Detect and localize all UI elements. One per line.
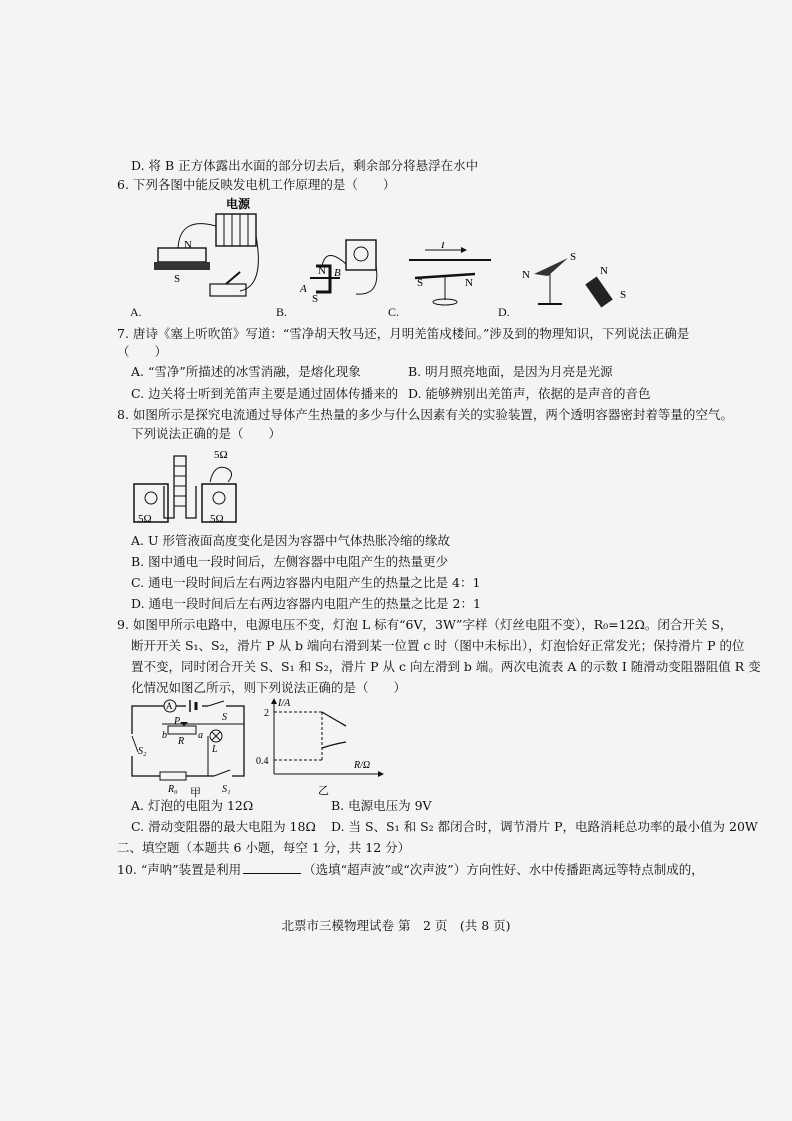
- q8-figure: [128, 446, 240, 526]
- q6-fig-a-s-label: S: [174, 273, 181, 285]
- q6-fig-d-n2-label: N: [600, 265, 608, 277]
- q9-switch-s1-label: S₁: [222, 784, 231, 795]
- page-footer: 北票市三模物理试卷 第 2 页 (共 8 页): [281, 918, 511, 933]
- q8-option-a: A. U 形管液面高度变化是因为容器中气体热胀冷缩的缘故: [131, 533, 450, 548]
- q7-option-b: B. 明月照亮地面，是因为月亮是光源: [408, 364, 613, 379]
- q9-rheostat-r-label: R: [178, 736, 185, 747]
- q9-ammeter-label: A: [166, 701, 173, 711]
- q6-fig-d-s1-label: S: [570, 252, 577, 263]
- q9-graph-y-top: 2: [264, 708, 269, 719]
- q6-fig-d-s2-label: S: [620, 289, 627, 301]
- q8-stem-2: 下列说法正确的是（ ）: [131, 426, 282, 441]
- q9-graph-caption: 乙: [318, 785, 329, 797]
- q8-resistor-right-label: 5Ω: [210, 513, 224, 525]
- q6-figure-d: [514, 252, 634, 308]
- q6-label-b: B.: [276, 305, 288, 319]
- q9-graph-xlabel: R/Ω: [354, 760, 371, 771]
- q6-fig-d-n1-label: N: [522, 269, 530, 281]
- q6-stem: 6. 下列各图中能反映发电机工作原理的是（ ）: [117, 177, 396, 192]
- q6-figure-b: [296, 236, 386, 306]
- q8-resistor-top-label: 5Ω: [214, 449, 228, 461]
- q9-circuit-figure: [124, 696, 254, 798]
- q7-option-d: D. 能够辨别出羌笛声，依据的是声音的音色: [408, 386, 651, 401]
- section-2-heading: 二、填空题（本题共 6 小题，每空 1 分，共 12 分）: [117, 840, 411, 855]
- q8-option-d: D. 通电一段时间后左右两边容器内电阻产生的热量之比是 2：1: [131, 596, 481, 611]
- q6-fig-c-i-label: I: [441, 242, 445, 251]
- q10-answer-blank[interactable]: [243, 861, 301, 874]
- q9-graph-y-low: 0.4: [256, 756, 269, 767]
- q9-end-b-label: b: [162, 730, 167, 741]
- q9-option-b: B. 电源电压为 9V: [331, 798, 432, 813]
- q6-fig-b-b-label: B: [334, 267, 341, 279]
- q6-label-d: D.: [498, 305, 510, 319]
- q9-resistor-r0-label: R₀: [168, 784, 178, 795]
- q9-slider-p-label: P: [174, 716, 181, 727]
- q6-fig-c-s-label: S: [417, 277, 424, 289]
- q6-fig-b-a-label: A: [300, 283, 307, 295]
- q5-option-d: D. 将 B 正方体露出水面的部分切去后，剩余部分将悬浮在水中: [131, 158, 479, 173]
- q9-lamp-l-label: L: [212, 744, 218, 755]
- q8-resistor-left-label: 5Ω: [138, 513, 152, 525]
- q6-label-c: C.: [388, 305, 400, 319]
- q9-end-a-label: a: [198, 730, 203, 741]
- q9-line-3: 置不变，同时闭合开关 S、S₁ 和 S₂，滑片 P 从 c 向左滑到 b 端。两次电流表 A 的示数 I 随滑动变阻器阻值 R 变: [131, 659, 761, 674]
- q6-figure-c: [405, 242, 495, 308]
- q9-graph-figure: [256, 696, 386, 798]
- q9-switch-s-label: S: [222, 712, 227, 723]
- q9-option-a: A. 灯泡的电阻为 12Ω: [131, 798, 254, 813]
- q6-fig-a-n-label: N: [184, 239, 192, 251]
- q6-fig-b-s-label: S: [312, 293, 319, 305]
- q6-fig-a-power-label: 电源: [226, 197, 251, 211]
- q9-graph-ylabel: I/A: [278, 698, 291, 709]
- q6-figure-a: [140, 196, 260, 306]
- q10-after: （选填“超声波”或“次声波”）方向性好、水中传播距离远等特点制成的，: [303, 862, 704, 877]
- q9-option-c: C. 滑动变阻器的最大电阻为 18Ω: [131, 819, 316, 834]
- q8-option-c: C. 通电一段时间后左右两边容器内电阻产生的热量之比是 4：1: [131, 575, 481, 590]
- q6-fig-c-n-label: N: [465, 277, 473, 289]
- q6-label-a: A.: [130, 305, 142, 319]
- q7-option-a: A. “雪净”所描述的冰雪消融，是熔化现象: [131, 364, 361, 379]
- q10-text: [117, 861, 704, 878]
- q9-option-d: D. 当 S、S₁ 和 S₂ 都闭合时，调节滑片 P，电路消耗总功率的最小值为 20W: [331, 819, 758, 834]
- q9-circuit-caption: 甲: [190, 787, 201, 798]
- q9-line-1: 9. 如图甲所示电路中，电源电压不变，灯泡 L 标有“6V，3W”字样（灯丝电阻不变），R₀=12Ω。闭合开关 S，: [117, 617, 733, 632]
- q8-stem-1: 8. 如图所示是探究电流通过导体产生热量的多少与什么因素有关的实验装置，两个透明容器密封着等量的空气。: [117, 407, 733, 422]
- q8-option-b: B. 图中通电一段时间后，左侧容器中电阻产生的热量更少: [131, 554, 449, 569]
- q7-option-c: C. 边关将士听到羌笛声主要是通过固体传播来的: [131, 386, 399, 401]
- q9-switch-s2-label: S₂: [138, 746, 147, 757]
- q7-stem: 7. 唐诗《塞上听吹笛》写道：“雪净胡天牧马还，月明羌笛戍楼间。”涉及到的物理知识，下列说法正确是: [117, 326, 690, 341]
- q9-line-2: 断开开关 S₁、S₂，滑片 P 从 b 端向右滑到某一位置 c 时（图中未标出），灯泡恰好正常发光；保持滑片 P 的位: [131, 638, 745, 653]
- q7-paren: （ ）: [117, 344, 168, 359]
- q6-fig-b-n-label: N: [318, 265, 326, 277]
- q9-line-4: 化情况如图乙所示，则下列说法正确的是（ ）: [131, 680, 407, 695]
- q10-before: 10. “声呐”装置是利用: [117, 862, 242, 877]
